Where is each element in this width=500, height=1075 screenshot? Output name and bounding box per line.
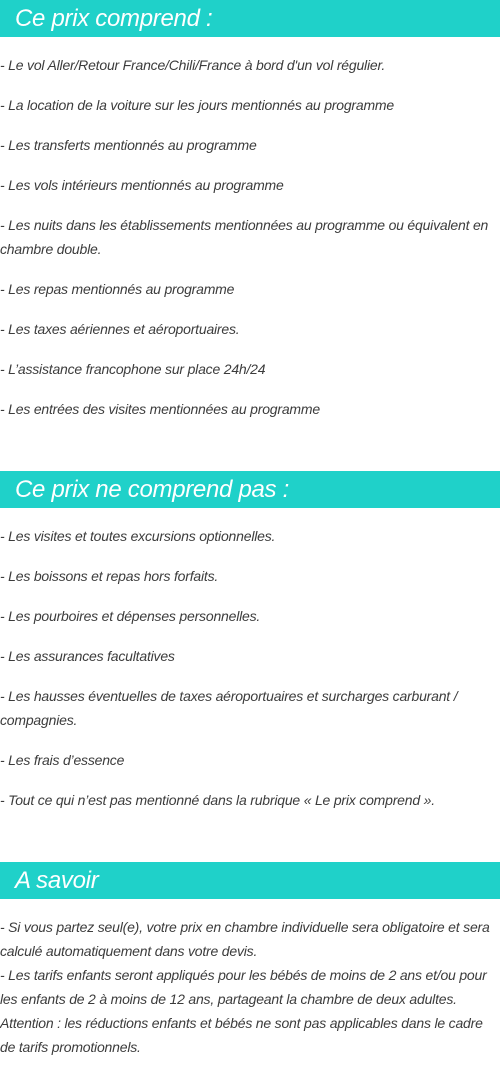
list-item: - Les pourboires et dépenses personnelles. xyxy=(0,608,261,624)
list-item: - Tout ce qui n’est pas mentionné dans la rubrique « Le prix comprend ». xyxy=(0,792,435,808)
list-item: - Les entrées des visites mentionnées au programme xyxy=(0,401,320,417)
list-item: - Les nuits dans les établissements mentionnées au programme ou équivalent en chambre double. xyxy=(0,217,489,257)
list-item: - Les boissons et repas hors forfaits. xyxy=(0,568,219,584)
list-item: - Les vols intérieurs mentionnés au programme xyxy=(0,177,284,193)
info-paragraph-children: - Les tarifs enfants seront appliqués pour les bébés de moins de 2 ans et/ou pour les enfants de 2 à moins de 12 ans, partageant la chambre de deux adultes. Attention : les réductions enfants et bébés ne sont pas applicables dans le cadre de tarifs promotionnels. xyxy=(0,967,487,1055)
list-item: - Le vol Aller/Retour France/Chili/France à bord d'un vol régulier. xyxy=(0,57,386,73)
list-item: - Les assurances facultatives xyxy=(0,648,175,664)
list-item: - Les hausses éventuelles de taxes aéroportuaires et surcharges carburant / compagnies. xyxy=(0,688,458,728)
excludes-list xyxy=(0,524,500,812)
includes-header xyxy=(0,0,500,37)
excludes-title: Ce prix ne comprend pas : xyxy=(15,476,289,503)
info-paragraph-single-room: - Si vous partez seul(e), votre prix en chambre individuelle sera obligatoire et sera calculé automatiquement dans votre devis. xyxy=(0,919,490,959)
list-item: - Les frais d’essence xyxy=(0,752,125,768)
includes-section xyxy=(0,0,500,421)
excludes-header xyxy=(0,471,500,508)
includes-title: Ce prix comprend : xyxy=(15,5,213,32)
list-item: - Les repas mentionnés au programme xyxy=(0,281,235,297)
info-section xyxy=(0,862,500,1059)
excludes-section xyxy=(0,471,500,812)
list-item: - Les visites et toutes excursions optionnelles. xyxy=(0,528,276,544)
list-item: - La location de la voiture sur les jours mentionnés au programme xyxy=(0,97,394,113)
info-title: A savoir xyxy=(15,867,99,894)
list-item: - Les taxes aériennes et aéroportuaires. xyxy=(0,321,240,337)
list-item: - Les transferts mentionnés au programme xyxy=(0,137,257,153)
info-header xyxy=(0,862,500,899)
includes-list xyxy=(0,53,500,421)
list-item: - L’assistance francophone sur place 24h/24 xyxy=(0,361,266,377)
